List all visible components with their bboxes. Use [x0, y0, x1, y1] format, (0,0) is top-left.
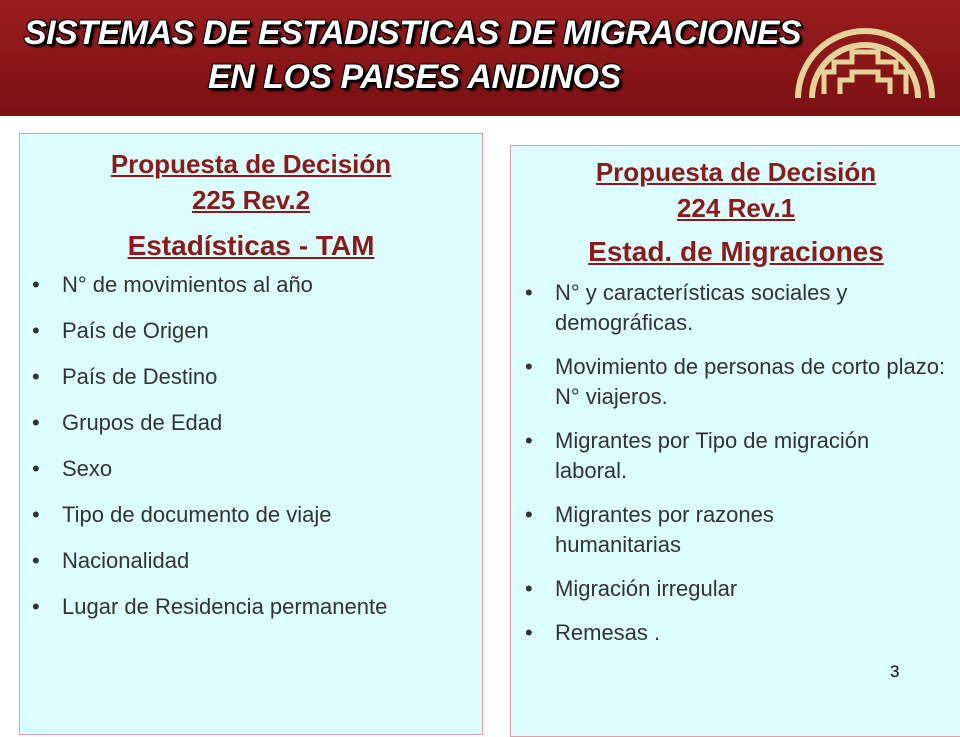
header-banner: [0, 0, 960, 116]
list-item: • Migración irregular: [555, 574, 960, 604]
list-item: • País de Origen: [62, 318, 482, 344]
list-item: • N° y características sociales y demográficas.: [555, 278, 915, 338]
left-proposal-panel: [19, 133, 483, 735]
right-proposal-panel: [510, 145, 960, 737]
left-heading-line-1: Propuesta de Decisión: [110, 149, 392, 179]
list-item: • Lugar de Residencia permanente: [62, 594, 392, 620]
left-subheading: Estadísticas - TAM: [127, 230, 375, 261]
slide-title-line-2: EN LOS PAISES ANDINOS: [208, 58, 621, 96]
left-heading-line-2: 225 Rev.2: [191, 185, 311, 215]
list-item: • Migrantes por Tipo de migración laboral.: [555, 426, 885, 486]
slide-title-line-1: SISTEMAS DE ESTADISTICAS DE MIGRACIONES: [24, 14, 802, 52]
list-item: • Tipo de documento de viaje: [62, 502, 482, 528]
right-heading-line-2: 224 Rev.1: [676, 193, 796, 223]
list-item: • Grupos de Edad: [62, 410, 482, 436]
list-item: • País de Destino: [62, 364, 482, 390]
right-subheading: Estad. de Migraciones: [588, 236, 884, 267]
list-item: • Migrantes por razones humanitarias: [555, 500, 905, 560]
list-item: • Sexo: [62, 456, 482, 482]
left-bullet-list: [62, 272, 482, 620]
right-heading-line-1: Propuesta de Decisión: [595, 157, 877, 187]
list-item: • Remesas .: [555, 618, 960, 648]
andean-community-logo-icon: [790, 8, 940, 103]
list-item: • Nacionalidad: [62, 548, 482, 574]
page-number: 3: [890, 662, 900, 681]
list-item: • Movimiento de personas de corto plazo: N° viajeros.: [555, 352, 955, 412]
list-item: • N° de movimientos al año: [62, 272, 482, 298]
right-bullet-list: [555, 278, 960, 648]
